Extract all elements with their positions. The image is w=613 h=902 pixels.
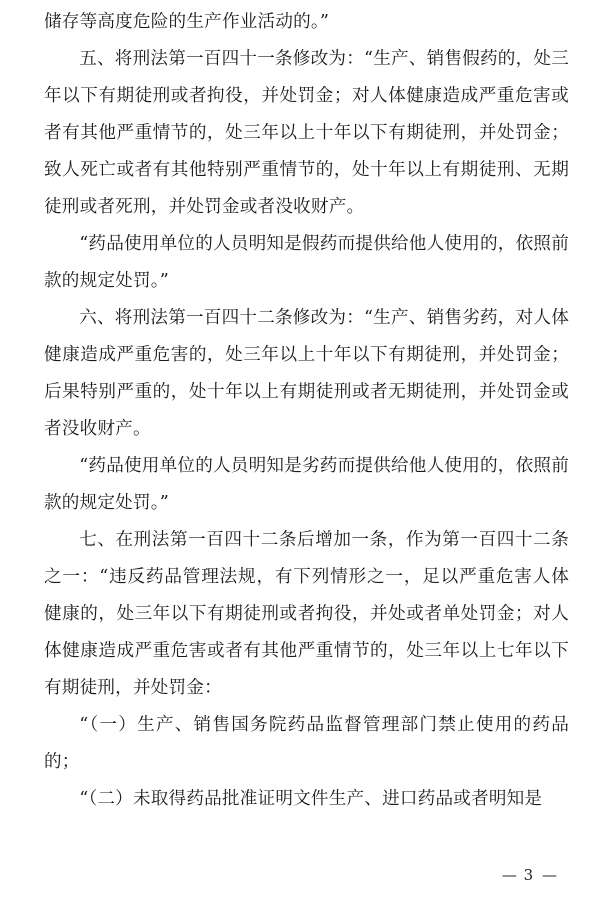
- document-body: [44, 0, 569, 818]
- footer-dash-right: —: [542, 866, 557, 884]
- page-footer: [0, 866, 613, 884]
- footer-dash-left: —: [501, 866, 517, 884]
- paragraph: “（一）生产、销售国务院药品监督管理部门禁止使用的药品的；: [44, 715, 569, 772]
- paragraph: 五、将刑法第一百四十一条修改为：“生产、销售假药的，处三年以下有期徒刑或者拘役，并处罚金；对人体健康造成严重危害或者有其他严重情节的，处三年以上十年以下有期徒刑，并处罚金；致人死亡或者有其他特别严重情节的，处十年以上有期徒刑、无期徒刑或者死刑，并处罚金或者没收财产。: [44, 49, 569, 217]
- paragraph: 六、将刑法第一百四十二条修改为：“生产、销售劣药，对人体健康造成严重危害的，处三年以上十年以下有期徒刑，并处罚金；后果特别严重的，处十年以上有期徒刑或者无期徒刑，并处罚金或者没收财产。: [44, 308, 569, 439]
- paragraph: “（二）未取得药品批准证明文件生产、进口药品或者明知是: [79, 789, 543, 809]
- paragraph: 七、在刑法第一百四十二条后增加一条，作为第一百四十二条之一：“违反药品管理法规，有下列情形之一，足以严重危害人体健康的，处三年以下有期徒刑或者拘役，并处或者单处罚金；对人体健康造成严重危害或者有其他严重情节的，处三年以上七年以下有期徒刑，并处罚金：: [44, 530, 569, 698]
- paragraph: 储存等高度危险的生产作业活动的。”: [44, 12, 330, 32]
- paragraph: “药品使用单位的人员明知是劣药而提供给他人使用的，依照前款的规定处罚。”: [44, 456, 569, 513]
- page-number: 3: [523, 866, 536, 884]
- paragraph: “药品使用单位的人员明知是假药而提供给他人使用的，依照前款的规定处罚。”: [44, 234, 569, 291]
